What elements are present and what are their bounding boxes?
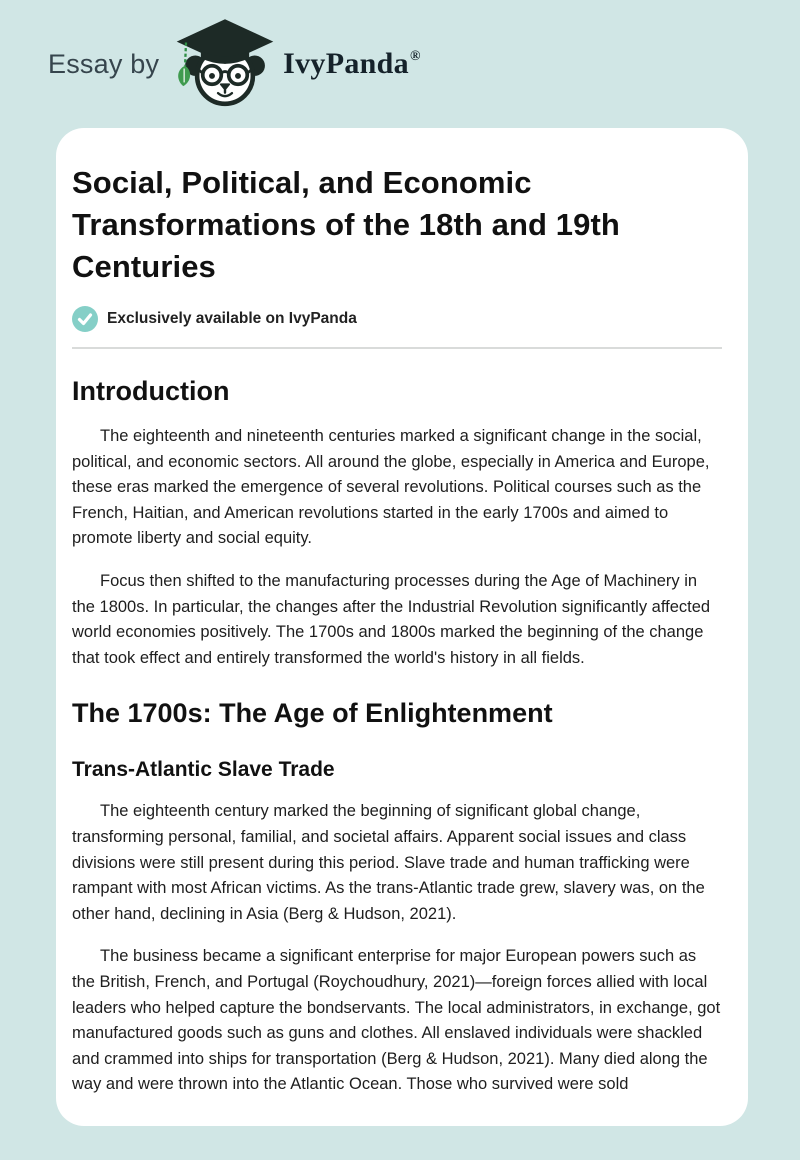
essay-body (72, 375, 722, 1098)
availability-badge-label: Exclusively available on IvyPanda (107, 310, 357, 327)
heading-the-1700s: The 1700s: The Age of Enlightenment (72, 698, 553, 729)
paragraph: The eighteenth and nineteenth centuries marked a significant change in the social, political, and economic sectors. All around the globe, especially in America and Europe, these eras marked the emergence of several revolutions. Political courses such as the French, Haitian, and American revolutions started in the early 1700s and aimed to promote liberty and social equity. (72, 427, 710, 548)
paragraph: The business became a significant enterprise for major European powers such as the British, French, and Portugal (Roychoudhury, 2021)—foreign forces allied with local leaders who helped capture the bondservants. The local administrators, in exchange, got manufactured goods such as guns and clothes. All enslaved individuals were shackled and crammed into ships for transportation (Berg & Hudson, 2021). Many died along the way and were thrown into the Atlantic Ocean. Those who survived were sold (72, 947, 721, 1094)
panda-graduate-logo-icon (173, 17, 277, 107)
registered-mark: ® (409, 49, 421, 64)
paragraph: Focus then shifted to the manufacturing processes during the Age of Machinery in the 1800s. In particular, the changes after the Industrial Revolution significantly affected world economies positively. The 1700s and 1800s marked the beginning of the change that took effect and entirely transformed the world's history in all fields. (72, 571, 711, 667)
header-prefix-text: Essay by (48, 48, 160, 79)
title-divider (72, 347, 722, 349)
availability-badge (72, 306, 722, 332)
brand-name (283, 47, 420, 81)
check-icon (72, 306, 98, 332)
essay-card (56, 128, 748, 1126)
paragraph: The eighteenth century marked the beginning of significant global change, transforming personal, familial, and societal affairs. Apparent social issues and class divisions were still present during this period. Slave trade and human trafficking were rampant with most African victims. As the trans-Atlantic trade grew, slavery was, on the other hand, declining in Asia (Berg & Hudson, 2021). (72, 802, 705, 923)
subheading-trans-atlantic-slave-trade: Trans-Atlantic Slave Trade (72, 758, 335, 782)
site-header (0, 0, 800, 128)
brand-text: IvyPanda (283, 47, 409, 80)
heading-introduction: Introduction (72, 376, 230, 406)
essay-title: Social, Political, and Economic Transformations of the 18th and 19th Centuries (72, 165, 620, 284)
